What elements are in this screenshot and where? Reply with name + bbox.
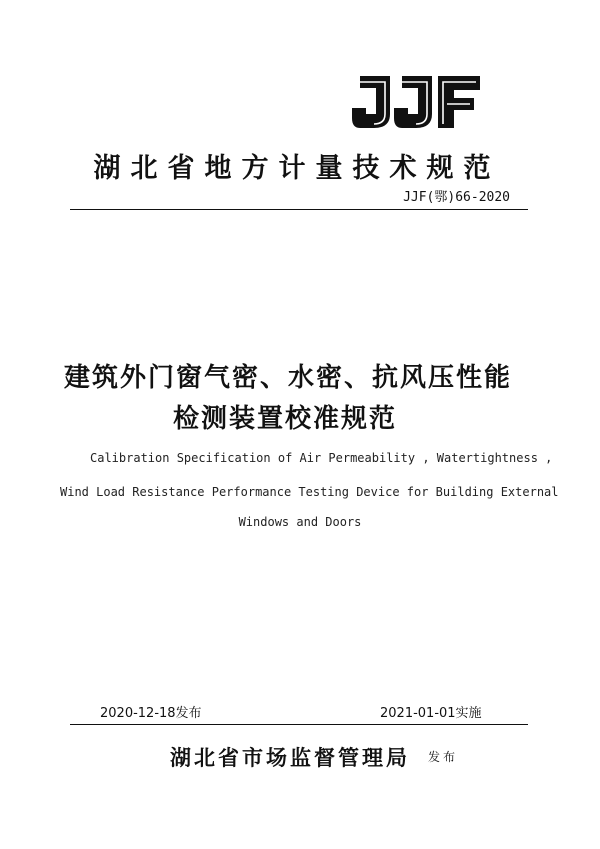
logo-letter-j2 [394, 76, 432, 128]
title-en-line2: Wind Load Resistance Performance Testing Device for Building External [60, 485, 559, 499]
publish-label: 发布 [428, 750, 459, 764]
footer-divider [70, 724, 528, 725]
publisher-name: 湖北省市场监督管理局 [170, 746, 410, 770]
title-en-line3: Windows and Doors [238, 515, 362, 529]
header-divider [70, 209, 528, 210]
series-title: 湖北省地方计量技术规范 [93, 153, 501, 184]
logo-letter-f [438, 76, 480, 128]
jjf-logo [350, 74, 482, 130]
logo-letter-j1 [352, 76, 390, 128]
title-zh-line2: 检测装置校准规范 [173, 404, 398, 434]
title-zh-line1: 建筑外门窗气密、水密、抗风压性能 [64, 363, 513, 393]
implementation-date: 2021-01-01实施 [380, 706, 482, 721]
document-number: JJF(鄂)66-2020 [403, 190, 510, 205]
issue-date: 2020-12-18发布 [100, 706, 202, 721]
title-en-line1: Calibration Specification of Air Permeability , Watertightness , [90, 451, 553, 465]
